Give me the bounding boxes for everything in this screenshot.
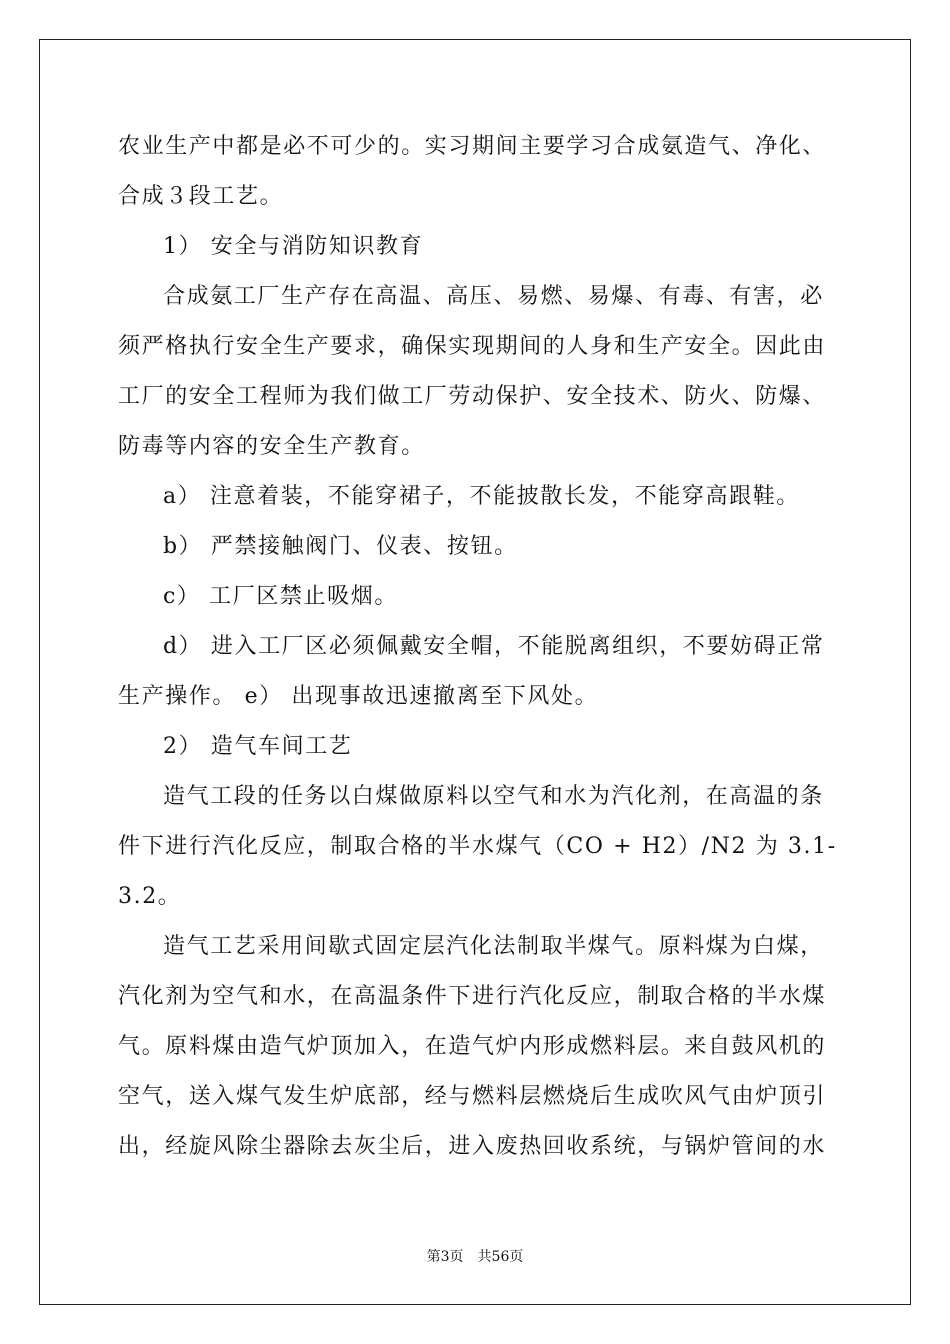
- text-line: 空气，送入煤气发生炉底部，经与燃料层燃烧后生成吹风气由炉顶引: [118, 1084, 827, 1109]
- text-line: 3.2。: [118, 884, 182, 909]
- text-line: 造气工艺采用间歇式固定层汽化法制取半煤气。原料煤为白煤，: [163, 934, 824, 959]
- text-line: 生产操作。 e） 出现事故迅速撤离至下风处。: [118, 684, 599, 709]
- text-line: 气。原料煤由造气炉顶加入，在造气炉内形成燃料层。来自鼓风机的: [118, 1034, 827, 1059]
- text-line: b） 严禁接触阀门、仪表、按钮。: [163, 534, 518, 559]
- text-line: d） 进入工厂区必须佩戴安全帽，不能脱离组织，不要妨碍正常: [163, 634, 825, 659]
- document-body: [118, 122, 837, 1172]
- text-line: 防毒等内容的安全生产教育。: [118, 434, 425, 459]
- text-line: 须严格执行安全生产要求，确保实现期间的人身和生产安全。因此由: [118, 334, 827, 359]
- text-line: 造气工段的任务以白煤做原料以空气和水为汽化剂，在高温的条: [163, 784, 824, 809]
- text-line: a） 注意着装，不能穿裙子，不能披散长发，不能穿高跟鞋。: [163, 484, 800, 509]
- text-line: 合成氨工厂生产存在高温、高压、易燃、易爆、有毒、有害，必: [163, 284, 824, 309]
- text-line: 2） 造气车间工艺: [163, 734, 353, 759]
- text-line: 工厂的安全工程师为我们做工厂劳动保护、安全技术、防火、防爆、: [118, 384, 827, 409]
- text-line: 汽化剂为空气和水，在高温条件下进行汽化反应，制取合格的半水煤: [118, 984, 827, 1009]
- page-footer: 第3页 共56页: [426, 1249, 524, 1265]
- text-line: 出，经旋风除尘器除去灰尘后，进入废热回收系统，与锅炉管间的水: [118, 1134, 827, 1159]
- text-line: 合成３段工艺。: [118, 184, 284, 209]
- text-line: c） 工厂区禁止吸烟。: [163, 584, 398, 609]
- text-line: 1） 安全与消防知识教育: [163, 234, 424, 259]
- text-line: 件下进行汽化反应，制取合格的半水煤气（CO + H2）/N2 为 3.1-: [118, 834, 837, 859]
- text-line: 农业生产中都是必不可少的。实习期间主要学习合成氨造气、净化、: [118, 134, 827, 159]
